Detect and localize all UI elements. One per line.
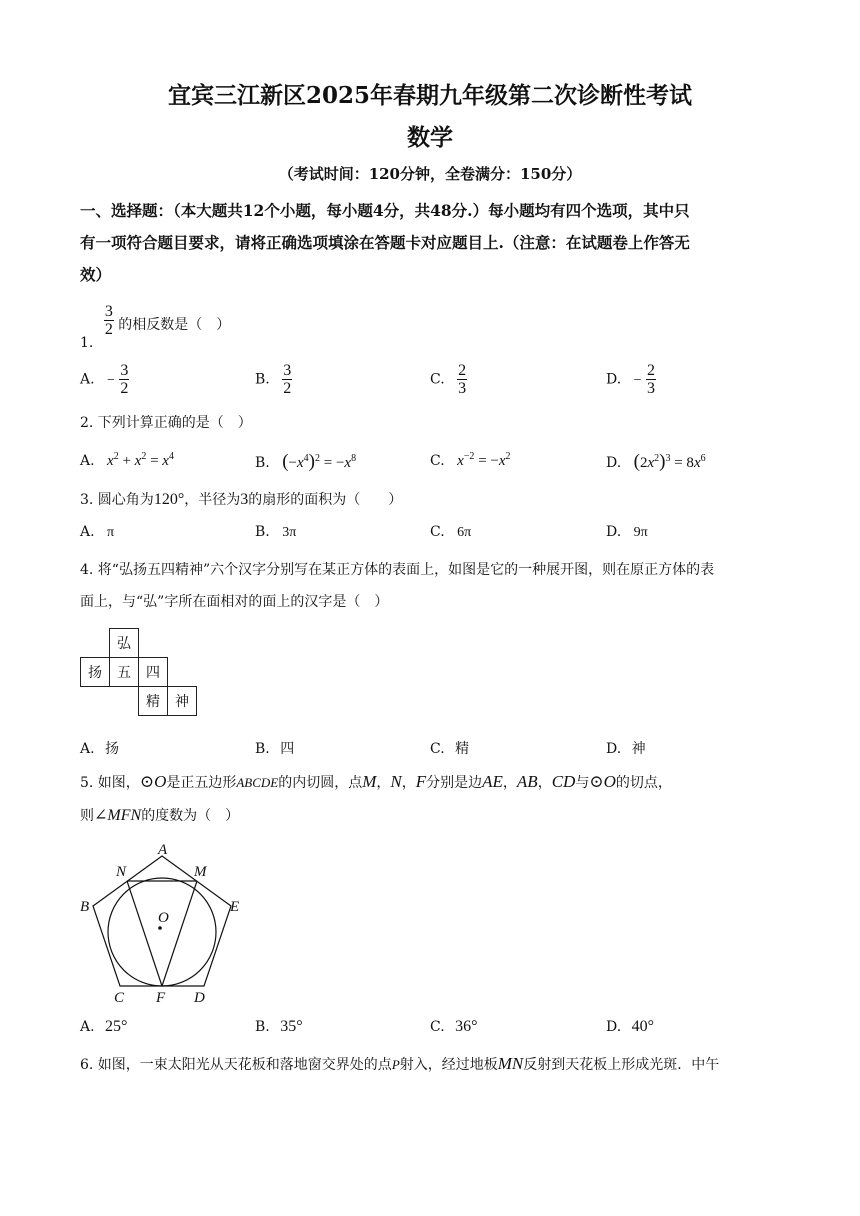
question-text: 分别是边 [426, 775, 483, 791]
question-6 [80, 1054, 719, 1074]
option-label: B. [255, 524, 270, 540]
option-label: D. [606, 1019, 622, 1035]
option-a [80, 1018, 127, 1036]
radius-value: 3 [240, 491, 249, 508]
option-label: B. [255, 371, 270, 388]
option-d [606, 1018, 654, 1036]
option-value: 神 [631, 741, 646, 757]
fraction [646, 362, 656, 397]
option-c [430, 362, 467, 397]
option-label: A. [80, 524, 95, 540]
question-text: 的相反数是（ ） [118, 316, 231, 333]
option-d [606, 451, 706, 473]
section-heading-line1: 一、选择题：（本大题共12个小题，每小题4分，共48分.）每小题均有四个选项，其中只 [80, 201, 690, 220]
label-o: O [158, 910, 169, 926]
minus-sign: − [107, 372, 115, 388]
question-number: 1. [80, 334, 94, 351]
math-var: CD [551, 772, 576, 791]
net-cell: 四 [139, 658, 168, 687]
option-value: 40° [631, 1018, 655, 1035]
math-var: AE [482, 772, 503, 791]
label-b: B [80, 899, 90, 915]
option-label: A. [80, 1019, 95, 1035]
option-label: B. [255, 741, 270, 757]
option-value: 3π [282, 525, 297, 540]
net-cell: 神 [168, 687, 197, 716]
option-b [255, 451, 356, 473]
option-a [80, 451, 174, 470]
math-var: M [362, 772, 377, 791]
angle-symbol: ∠MFN [94, 807, 142, 824]
option-value: 6π [457, 525, 472, 540]
formula: $(2x^2)^3 = 8x^6$ [633, 451, 706, 472]
formula: $x^2 + x^2 = x^4$ [107, 451, 174, 469]
option-c [430, 738, 469, 758]
option-value: π [107, 525, 115, 540]
question-2: 2. 下列计算正确的是（ ） [80, 415, 252, 431]
question-text: 则 [80, 808, 94, 824]
option-b [255, 1018, 303, 1036]
option-label: D. [606, 741, 622, 757]
fraction [119, 362, 129, 397]
question-text: 射入，经过地板 [399, 1057, 498, 1073]
math-var: F [415, 772, 427, 791]
option-label: A. [80, 453, 95, 469]
question-4-line2: 面上，与“弘”字所在面相对的面上的汉字是（ ） [80, 594, 389, 610]
denominator: 3 [458, 380, 467, 397]
option-label: A. [80, 371, 95, 388]
separator: ， [376, 775, 391, 791]
exam-title: 宜宾三江新区2025年春期九年级第二次诊断性考试 [167, 82, 692, 109]
math-var: O [603, 772, 616, 791]
question-text: 的度数为（ ） [141, 808, 240, 824]
circle-symbol: ⊙ [139, 772, 155, 791]
numerator: 2 [647, 362, 655, 379]
option-b [255, 362, 292, 397]
math-var: N [390, 772, 402, 791]
formula: $(-x^4)^2 = -x^8$ [282, 451, 357, 472]
label-a: A [158, 842, 168, 858]
question-text: 与 [575, 775, 590, 791]
option-value: 35° [280, 1018, 303, 1035]
option-value: 精 [455, 741, 470, 757]
label-f: F [156, 990, 166, 1006]
question-text: 的内切圆，点 [278, 775, 363, 791]
numerator: 3 [104, 303, 113, 320]
option-label: D. [606, 455, 622, 471]
option-label: A. [80, 741, 95, 757]
math-var: O [154, 772, 167, 791]
math-var: MN [497, 1054, 524, 1073]
question-text: 的切点， [615, 775, 672, 791]
option-a [80, 524, 114, 541]
net-cell: 弘 [110, 629, 139, 658]
minus-sign: − [633, 372, 642, 388]
fraction [457, 362, 467, 397]
numerator: 2 [458, 362, 467, 379]
option-value: 9π [633, 525, 648, 540]
label-n: N [116, 864, 127, 880]
fraction [282, 362, 292, 397]
math-var: P [391, 1057, 400, 1072]
option-label: D. [606, 524, 622, 540]
question-text: 是正五边形 [166, 775, 237, 791]
exam-info: （考试时间：120分钟，全卷满分：150分） [278, 165, 582, 183]
denominator: 2 [104, 321, 113, 338]
section-heading-line2: 有一项符合题目要求，请将正确选项填涂在答题卡对应题目上.（注意：在试题卷上作答无 [80, 233, 690, 252]
option-label: C. [430, 371, 445, 388]
cube-net [80, 628, 197, 716]
label-e: E [230, 899, 240, 915]
separator: ， [401, 775, 416, 791]
option-c [430, 451, 511, 470]
section-heading-line3: 效） [80, 265, 112, 284]
option-a [80, 738, 119, 758]
inscribed-circle [108, 878, 216, 986]
label-m: M [194, 864, 207, 880]
option-d [606, 738, 646, 758]
option-c [430, 1018, 478, 1036]
option-b [255, 738, 294, 758]
question-5-line1 [80, 772, 672, 792]
denominator: 3 [647, 380, 655, 397]
option-value: 四 [280, 741, 295, 757]
label-c: C [114, 990, 125, 1006]
question-text: 的扇形的面积为（ ） [248, 492, 403, 508]
subject-title: 数学 [407, 124, 453, 151]
segment-mf [162, 881, 197, 986]
denominator: 2 [120, 380, 129, 397]
question-3 [80, 489, 402, 509]
separator: ， [537, 775, 552, 791]
option-value: 25° [105, 1018, 128, 1035]
circle-symbol: ⊙ [589, 772, 604, 791]
option-c [430, 524, 471, 541]
option-a [80, 362, 129, 397]
option-b [255, 524, 296, 541]
question-5-line2 [80, 805, 239, 825]
option-label: C. [430, 524, 445, 540]
pentagon-figure [72, 838, 252, 1006]
option-label: D. [606, 371, 622, 388]
option-d [606, 524, 648, 541]
formula: $x^{-2} = -x^2$ [457, 451, 511, 469]
question-text: ，半径为 [184, 492, 241, 508]
angle-value: 120° [153, 491, 185, 508]
question-text: 3. 圆心角为 [80, 492, 154, 508]
net-cell: 五 [110, 658, 139, 687]
fraction [104, 303, 114, 338]
option-label: C. [430, 741, 445, 757]
option-label: C. [430, 1019, 445, 1035]
question-text: 5. 如图， [80, 775, 140, 791]
center-point [158, 926, 162, 930]
net-cell: 精 [139, 687, 168, 716]
option-d [606, 362, 656, 397]
question-4-line1: 4. 将“弘扬五四精神”六个汉字分别写在某正方体的表面上，如图是它的一种展开图，则在原正方体的表 [80, 562, 715, 578]
option-value: 36° [455, 1018, 478, 1035]
question-text: 6. 如图，一束太阳光从天花板和落地窗交界处的点 [80, 1057, 392, 1073]
label-d: D [194, 990, 205, 1006]
math-var: ABCDE [236, 775, 279, 790]
segment-nf [127, 881, 162, 986]
question-1 [80, 303, 231, 351]
separator: ， [502, 775, 517, 791]
math-var: AB [516, 772, 538, 791]
numerator: 3 [283, 362, 292, 379]
option-label: B. [255, 455, 270, 471]
option-label: B. [255, 1019, 270, 1035]
net-cell: 扬 [81, 658, 110, 687]
question-text: 反射到天花板上形成光斑．中午 [523, 1057, 720, 1073]
denominator: 2 [283, 380, 292, 397]
numerator: 3 [120, 362, 129, 379]
option-value: 扬 [105, 741, 120, 757]
option-label: C. [430, 453, 445, 469]
